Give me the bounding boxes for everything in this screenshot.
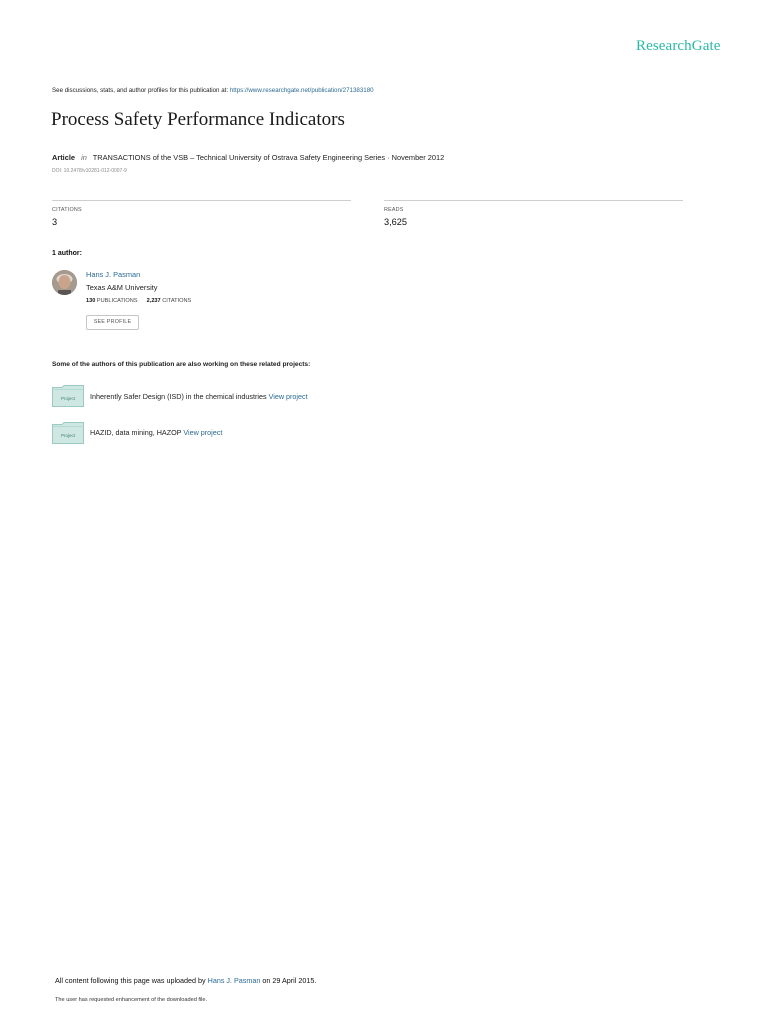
upload-note xyxy=(55,976,316,985)
project-title: HAZID, data mining, HAZOP xyxy=(90,428,182,437)
authors-heading: 1 author: xyxy=(52,250,82,257)
author-citations-count: 2,237 xyxy=(146,298,161,304)
citations-value: 3 xyxy=(52,217,58,227)
see-profile-button[interactable]: SEE PROFILE xyxy=(86,315,139,330)
author-avatar[interactable] xyxy=(52,270,77,295)
author-publications-count: 130 xyxy=(86,298,96,304)
discussion-line xyxy=(52,87,374,94)
project-item xyxy=(90,428,222,437)
author-name-link[interactable]: Hans J. Pasman xyxy=(86,270,141,279)
author-publications-label: PUBLICATIONS xyxy=(96,298,138,304)
project-item xyxy=(90,392,308,401)
reads-value: 3,625 xyxy=(384,217,407,227)
researchgate-logo[interactable]: ResearchGate xyxy=(636,38,721,54)
author-citations-label: CITATIONS xyxy=(162,298,192,304)
view-project-link[interactable]: View project xyxy=(183,428,223,437)
publication-title: Process Safety Performance Indicators xyxy=(51,109,345,130)
view-project-link[interactable]: View project xyxy=(268,392,308,401)
upload-prefix: All content following this page was uploaded by xyxy=(55,976,208,985)
publication-url-link[interactable]: https://www.researchgate.net/publication/271383180 xyxy=(229,87,374,94)
related-projects-heading: Some of the authors of this publication are also working on these related projects: xyxy=(52,361,311,368)
avatar-portrait-icon xyxy=(52,270,77,295)
upload-suffix: on 29 April 2015. xyxy=(262,976,317,985)
citations-label: CITATIONS xyxy=(52,207,82,213)
reads-label: READS xyxy=(384,207,404,213)
publication-meta xyxy=(52,153,444,162)
publication-type: Article xyxy=(52,153,76,162)
enhancement-note: The user has requested enhancement of the downloaded file. xyxy=(55,997,208,1003)
publication-venue: TRANSACTIONS of the VSB – Technical University of Ostrava Safety Engineering Series · November 2012 xyxy=(92,153,445,162)
author-institution: Texas A&M University xyxy=(86,283,158,292)
project-folder-label: Project xyxy=(60,433,76,438)
discussion-text: See discussions, stats, and author profiles for this publication at: xyxy=(52,87,230,94)
project-folder-icon xyxy=(52,385,84,407)
project-folder-label: Project xyxy=(60,396,76,401)
citations-divider xyxy=(52,200,351,201)
project-folder-icon xyxy=(52,422,84,444)
in-label: in xyxy=(81,153,87,162)
uploader-link[interactable]: Hans J. Pasman xyxy=(207,976,261,985)
publication-doi: DOI: 10.2478/v10281-012-0007-9 xyxy=(52,168,127,174)
author-stats xyxy=(86,298,191,304)
reads-divider xyxy=(384,200,683,201)
project-title: Inherently Safer Design (ISD) in the chemical industries xyxy=(90,392,267,401)
